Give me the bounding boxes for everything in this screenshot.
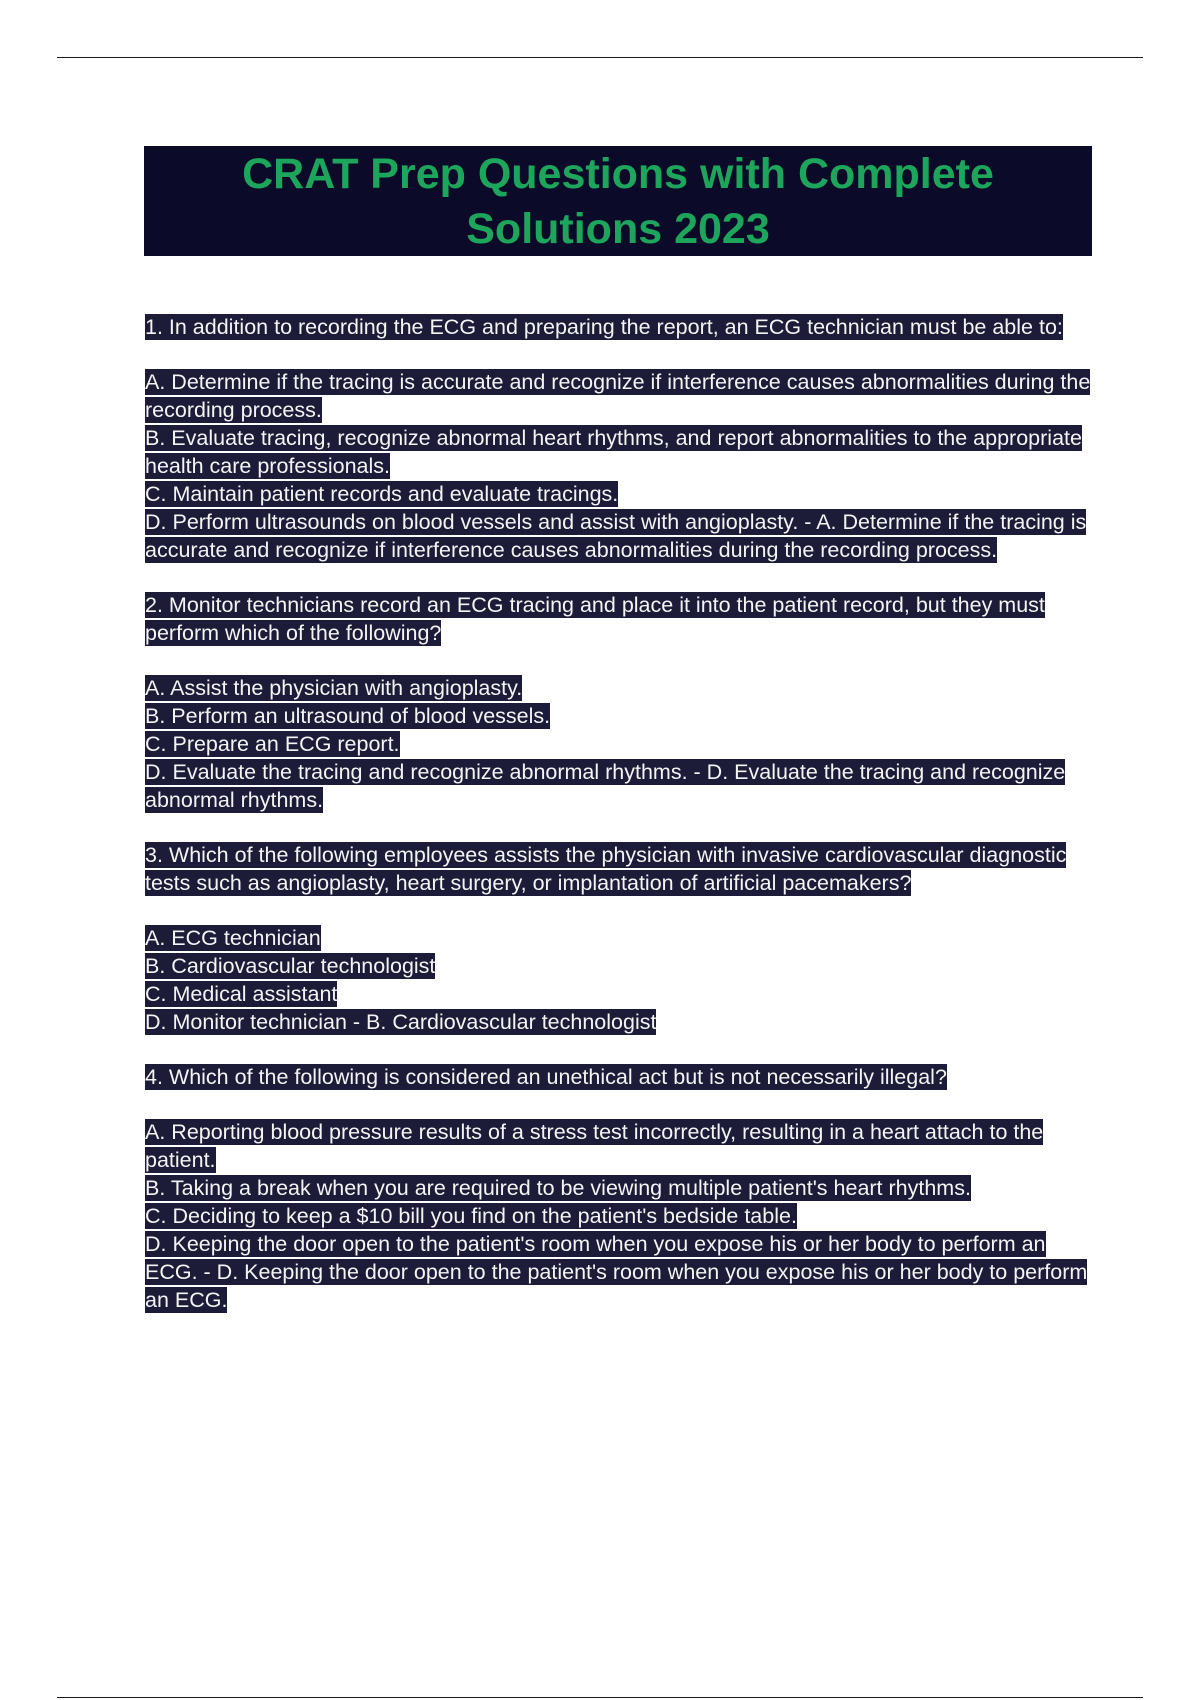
question-2-option-a: A. Assist the physician with angioplasty.: [145, 676, 523, 700]
question-3-options: [145, 924, 1095, 1036]
question-4-prompt: 4. Which of the following is considered an unethical act but is not necessarily illegal?: [145, 1065, 947, 1089]
question-1-option-a: A. Determine if the tracing is accurate and recognize if interference causes abnormalities during the recording process.: [145, 370, 1091, 422]
question-3-prompt: 3. Which of the following employees assists the physician with invasive cardiovascular diagnostic tests such as angioplasty, heart surgery, or implantation of artificial pacemakers?: [145, 843, 1067, 895]
question-1-option-c: C. Maintain patient records and evaluate tracings.: [145, 482, 619, 506]
header-rule: [57, 57, 1143, 58]
title-line-2: Solutions 2023: [466, 205, 770, 253]
question-2-option-d-answer: D. Evaluate the tracing and recognize abnormal rhythms. - D. Evaluate the tracing and recognize abnormal rhythms.: [145, 760, 1066, 812]
question-1-option-b: B. Evaluate tracing, recognize abnormal heart rhythms, and report abnormalities to the appropriate health care professionals.: [145, 426, 1082, 478]
question-2-option-c: C. Prepare an ECG report.: [145, 732, 400, 756]
question-3-option-d-answer: D. Monitor technician - B. Cardiovascular technologist: [145, 1010, 657, 1034]
question-1-options: [145, 368, 1095, 564]
question-4-option-d-answer: D. Keeping the door open to the patient's room when you expose his or her body to perform an ECG. - D. Keeping the door open to the patient's room when you expose his or her body to perform an ECG.: [145, 1232, 1088, 1312]
question-list: [145, 313, 1095, 1341]
question-1-prompt: 1. In addition to recording the ECG and preparing the report, an ECG technician must be able to:: [145, 315, 1063, 339]
question-4-prompt-block: [145, 1063, 1095, 1091]
title-line-1: CRAT Prep Questions with Complete: [242, 150, 994, 198]
footer-rule: [57, 1697, 1143, 1698]
question-4-option-c: C. Deciding to keep a $10 bill you find on the patient's bedside table.: [145, 1204, 797, 1228]
question-3-option-b: B. Cardiovascular technologist: [145, 954, 436, 978]
question-2-prompt: 2. Monitor technicians record an ECG tracing and place it into the patient record, but they must perform which of the following?: [145, 593, 1045, 645]
question-1-prompt-block: [145, 313, 1095, 341]
question-2-prompt-block: [145, 591, 1095, 647]
question-4-option-a: A. Reporting blood pressure results of a stress test incorrectly, resulting in a heart attach to the patient.: [145, 1120, 1044, 1172]
question-3-option-c: C. Medical assistant: [145, 982, 338, 1006]
question-1-option-d-answer: D. Perform ultrasounds on blood vessels and assist with angioplasty. - A. Determine if the tracing is accurate and recognize if interference causes abnormalities during the recording process.: [145, 510, 1087, 562]
question-4-options: [145, 1118, 1095, 1314]
question-2-option-b: B. Perform an ultrasound of blood vessels.: [145, 704, 551, 728]
question-2-options: [145, 674, 1095, 814]
question-4-option-b: B. Taking a break when you are required to be viewing multiple patient's heart rhythms.: [145, 1176, 971, 1200]
question-3-option-a: A. ECG technician: [145, 926, 321, 950]
question-3-prompt-block: [145, 841, 1095, 897]
document-title: [144, 146, 1092, 256]
